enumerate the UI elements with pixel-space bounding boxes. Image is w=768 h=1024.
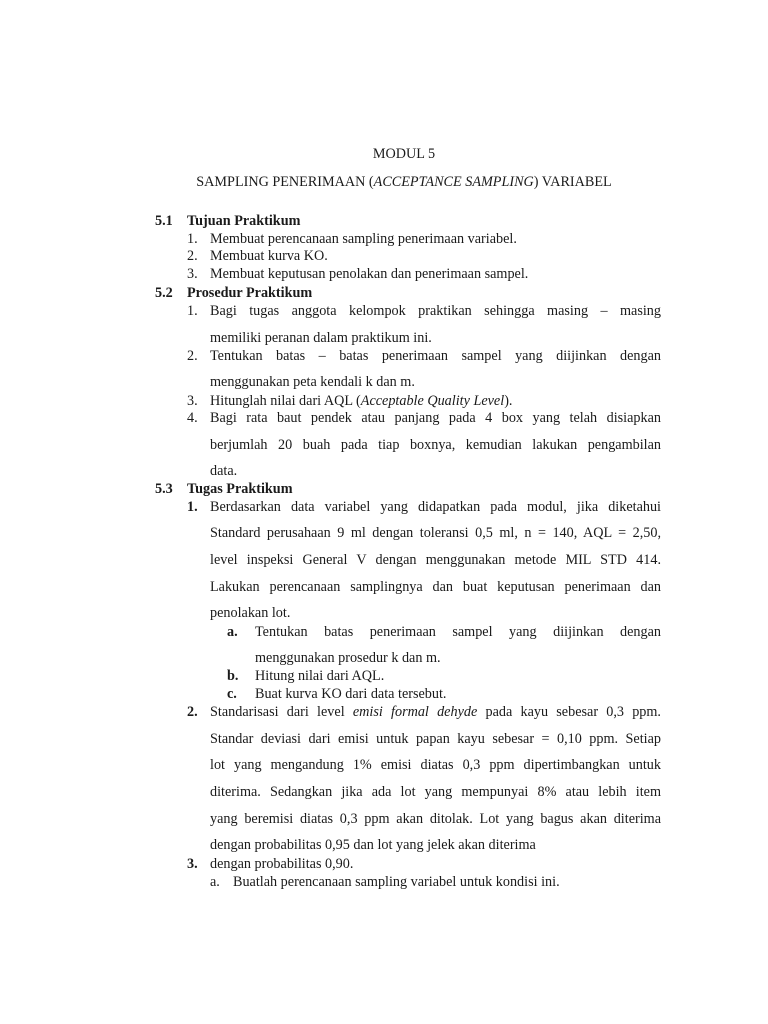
section-number: 5.2 <box>155 285 173 301</box>
list-number: 2. <box>187 248 198 264</box>
list-item-line: level inspeksi General V dengan menggunakan metode MIL STD 414. <box>210 552 661 568</box>
list-item-line: Tentukan batas – batas penerimaan sampel yang diijinkan dengan <box>210 348 661 364</box>
section-heading: Tugas Praktikum <box>187 481 293 497</box>
list-item-line: menggunakan peta kendali k dan m. <box>210 374 415 390</box>
list-item-line: Bagi tugas anggota kelompok praktikan sehingga masing – masing <box>210 303 661 319</box>
document-title: MODUL 5 <box>372 146 436 162</box>
document-subtitle <box>0 174 768 191</box>
sublist-letter: a. <box>227 624 238 640</box>
list-number: 3. <box>187 393 198 409</box>
sublist-letter: a. <box>210 874 220 890</box>
list-item: Membuat keputusan penolakan dan penerimaan sampel. <box>210 266 529 282</box>
list-item: dengan probabilitas 0,90. <box>210 856 354 872</box>
section-number: 5.1 <box>155 213 173 229</box>
sublist-item: Hitung nilai dari AQL. <box>255 668 385 684</box>
sublist-item: Buatlah perencanaan sampling variabel untuk kondisi ini. <box>233 874 560 890</box>
list-item-line: berjumlah 20 buah pada tiap boxnya, kemudian lakukan pengambilan <box>210 437 661 453</box>
list-number: 1. <box>187 303 198 319</box>
subtitle-em: ACCEPTANCE SAMPLING <box>373 174 534 190</box>
section-heading: Tujuan Praktikum <box>187 213 301 229</box>
list-item: Membuat kurva KO. <box>210 248 328 264</box>
list-number: 4. <box>187 410 198 426</box>
list-number: 1. <box>187 231 198 247</box>
subtitle-pre: SAMPLING PENERIMAAN ( <box>196 174 374 190</box>
list-number: 1. <box>187 499 198 515</box>
list-item-line: Standard perusahaan 9 ml dengan toleransi 0,5 ml, n = 140, AQL = 2,50, <box>210 525 661 541</box>
list-item: Hitunglah nilai dari AQL (Acceptable Quality Level). <box>210 393 513 409</box>
list-item-line: Berdasarkan data variabel yang didapatkan pada modul, jika diketahui <box>210 499 661 515</box>
sublist-item-line: Tentukan batas penerimaan sampel yang diijinkan dengan <box>255 624 661 640</box>
list-item-line: dengan probabilitas 0,95 dan lot yang jelek akan diterima <box>210 837 536 853</box>
list-item-line: memiliki peranan dalam praktikum ini. <box>210 330 432 346</box>
list-item-line: penolakan lot. <box>210 605 291 621</box>
list-item-line: data. <box>210 463 238 479</box>
sublist-item-line: menggunakan prosedur k dan m. <box>255 650 441 666</box>
list-item-line: lot yang mengandung 1% emisi diatas 0,3 ppm dipertimbangkan untuk <box>210 757 661 773</box>
list-item-line: Lakukan perencanaan samplingnya dan buat keputusan penerimaan dan <box>210 579 661 595</box>
sublist-letter: b. <box>227 668 239 684</box>
list-number: 3. <box>187 266 198 282</box>
list-number: 2. <box>187 704 198 720</box>
list-item-line: diterima. Sedangkan jika ada lot yang mempunyai 8% atau lebih item <box>210 784 661 800</box>
list-number: 2. <box>187 348 198 364</box>
list-number: 3. <box>187 856 198 872</box>
sublist-item: Buat kurva KO dari data tersebut. <box>255 686 447 702</box>
sublist-letter: c. <box>227 686 237 702</box>
section-number: 5.3 <box>155 481 173 497</box>
list-item-line: yang beremisi diatas 0,3 ppm akan ditolak. Lot yang bagus akan diterima <box>210 811 661 827</box>
section-heading: Prosedur Praktikum <box>187 285 313 301</box>
list-item: Membuat perencanaan sampling penerimaan variabel. <box>210 231 517 247</box>
list-item-line: Bagi rata baut pendek atau panjang pada 4 box yang telah disiapkan <box>210 410 661 426</box>
list-item-line: Standarisasi dari level emisi formal dehyde pada kayu sebesar 0,3 ppm. <box>210 704 661 720</box>
list-item-line: Standar deviasi dari emisi untuk papan kayu sebesar = 0,10 ppm. Setiap <box>210 731 661 747</box>
subtitle-post: ) VARIABEL <box>533 174 612 190</box>
